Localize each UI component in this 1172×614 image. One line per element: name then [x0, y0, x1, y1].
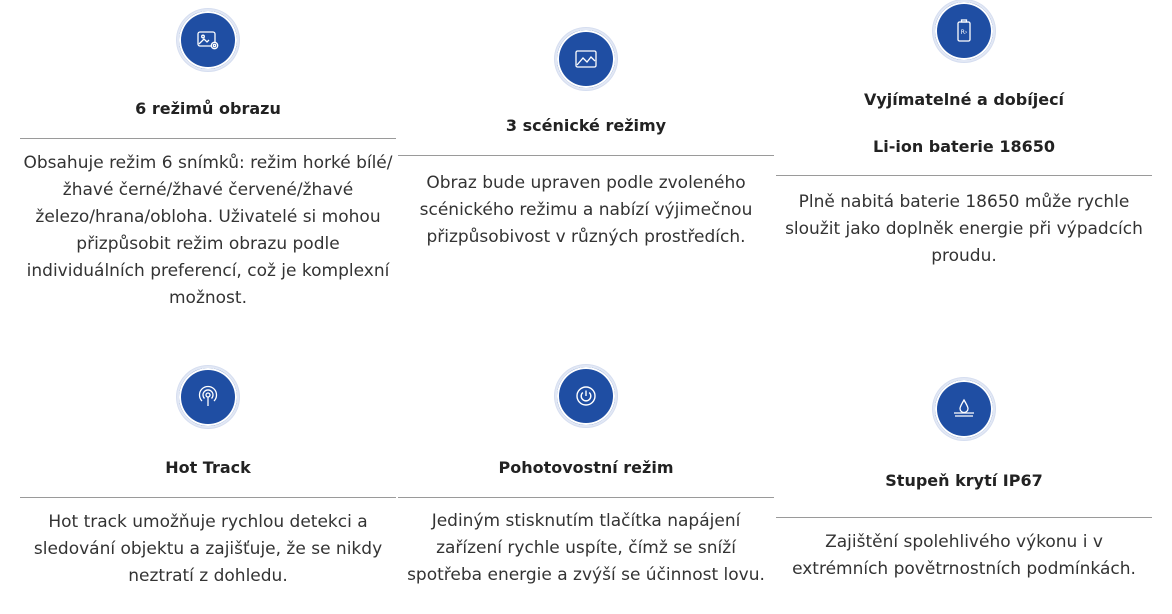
feature-title-line2: Li-ion baterie 18650: [873, 137, 1055, 156]
feature-title-line1: Vyjímatelné a dobíjecí: [863, 90, 1065, 109]
feature-description: Hot track umožňuje rychlou detekci a sledování objektu a zajišťuje, že se nikdy neztratí z dohledu.: [33, 512, 383, 586]
divider: [776, 175, 1152, 176]
feature-description: Obraz bude upraven podle zvoleného scénického režimu a nabízí výjimečnou přizpůsobivost v různých prostředích.: [419, 173, 753, 247]
feature-battery: [776, 0, 1152, 270]
feature-description: Obsahuje režim 6 snímků: režim horké bílé/žhavé černé/žhavé červené/žhavé železo/hrana/obloha. Uživatelé si mohou přizpůsobit režim obrazu podle individuálních preferencí, což je komplexní možnost.: [23, 153, 393, 308]
tracking-signal-icon: [177, 366, 239, 428]
feature-title: Pohotovostní režim: [498, 458, 674, 477]
divider: [20, 497, 396, 498]
feature-scene-modes: [398, 28, 774, 251]
power-icon: [555, 365, 617, 427]
landscape-icon: [555, 28, 617, 90]
battery-icon: [933, 0, 995, 62]
feature-title: 3 scénické režimy: [505, 116, 667, 135]
divider: [398, 155, 774, 156]
feature-description: Plně nabitá baterie 18650 může rychle sloužit jako doplněk energie při výpadcích proudu.: [785, 192, 1143, 266]
feature-description: Zajištění spolehlivého výkonu i v extrémních povětrnostních podmínkách.: [792, 532, 1136, 579]
feature-description: Jediným stisknutím tlačítka napájení zařízení rychle uspíte, čímž se sníží spotřeba energie a zvýší se účinnost lovu.: [407, 511, 765, 585]
feature-title: Hot Track: [165, 458, 251, 477]
divider: [398, 497, 774, 498]
divider: [776, 517, 1152, 518]
feature-standby: [398, 365, 774, 589]
waterproof-icon: [933, 378, 995, 440]
feature-ip67: [776, 378, 1152, 583]
divider: [20, 138, 396, 139]
feature-title: 6 režimů obrazu: [135, 99, 281, 118]
feature-hot-track: [20, 366, 396, 590]
image-settings-icon: [177, 9, 239, 71]
feature-title: Stupeň krytí IP67: [885, 471, 1043, 490]
feature-image-modes: [20, 9, 396, 312]
svg-text:R›: R›: [960, 29, 968, 36]
